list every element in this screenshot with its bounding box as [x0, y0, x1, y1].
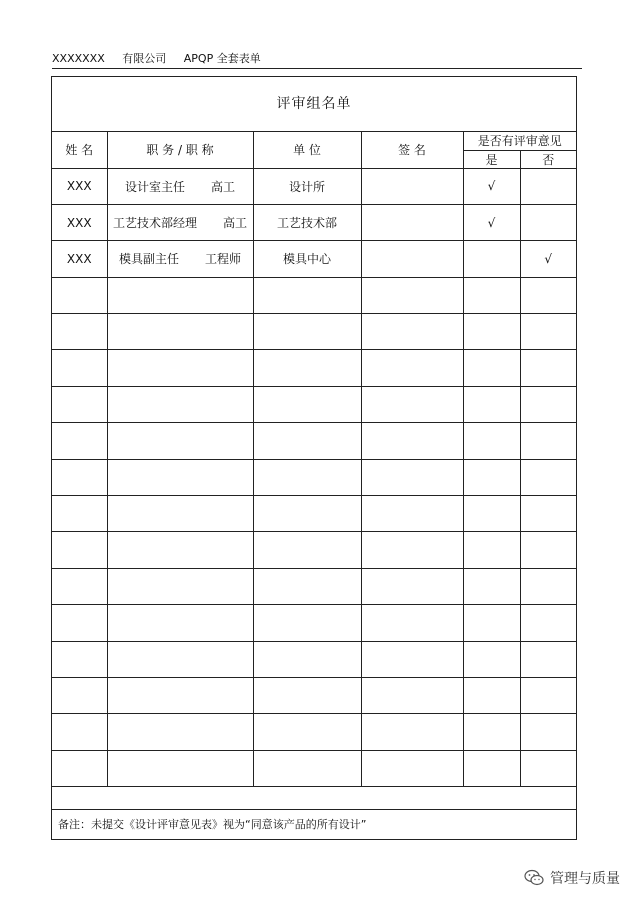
empty-table-row [52, 750, 576, 786]
member-name[interactable] [52, 677, 107, 713]
opinion-no-cell[interactable] [520, 423, 576, 459]
member-unit[interactable] [253, 386, 361, 422]
opinion-yes-cell[interactable] [463, 641, 520, 677]
member-signature[interactable] [361, 496, 463, 532]
member-title: 高工 [223, 216, 248, 231]
member-signature[interactable] [361, 423, 463, 459]
member-name[interactable] [52, 277, 107, 313]
member-unit[interactable]: 工艺技术部 [253, 204, 361, 240]
empty-table-row [52, 423, 576, 459]
member-duty[interactable] [107, 641, 253, 677]
empty-table-row [52, 496, 576, 532]
member-unit[interactable] [253, 568, 361, 604]
member-duty[interactable] [107, 277, 253, 313]
opinion-yes-cell[interactable] [463, 241, 520, 277]
opinion-yes-cell[interactable] [463, 714, 520, 750]
member-name[interactable] [52, 568, 107, 604]
member-unit[interactable]: 设计所 [253, 168, 361, 204]
table-row [52, 241, 576, 277]
member-unit[interactable] [253, 496, 361, 532]
opinion-no-cell[interactable] [520, 350, 576, 386]
member-unit[interactable] [253, 677, 361, 713]
opinion-yes-cell[interactable] [463, 750, 520, 786]
member-name[interactable] [52, 532, 107, 568]
opinion-yes-cell[interactable] [463, 314, 520, 350]
member-name[interactable] [52, 459, 107, 495]
member-signature[interactable] [361, 532, 463, 568]
member-position: 设计室主任 [124, 179, 185, 194]
empty-table-row [52, 532, 576, 568]
member-name[interactable] [52, 641, 107, 677]
member-title: 高工 [211, 179, 236, 194]
page-header [52, 50, 582, 69]
opinion-no-cell[interactable] [520, 168, 576, 204]
member-name[interactable] [52, 314, 107, 350]
col-header-yes: 是 [463, 150, 520, 168]
member-duty[interactable] [107, 459, 253, 495]
opinion-yes-cell[interactable] [463, 496, 520, 532]
col-header-duty: 职 务 / 职 称 [107, 131, 253, 168]
member-duty[interactable] [107, 677, 253, 713]
review-team-form [51, 76, 577, 840]
member-unit[interactable] [253, 277, 361, 313]
col-header-no: 否 [520, 150, 576, 168]
empty-table-row [52, 459, 576, 495]
opinion-yes-cell[interactable]: √ [463, 204, 520, 240]
member-name[interactable] [52, 423, 107, 459]
member-signature[interactable] [361, 641, 463, 677]
opinion-yes-cell[interactable] [463, 568, 520, 604]
member-signature[interactable] [361, 350, 463, 386]
member-name[interactable] [52, 386, 107, 422]
member-duty[interactable] [107, 714, 253, 750]
member-duty[interactable] [107, 568, 253, 604]
empty-table-row [52, 314, 576, 350]
member-signature[interactable] [361, 314, 463, 350]
member-unit[interactable] [253, 750, 361, 786]
member-name[interactable]: XXX [52, 204, 107, 240]
doc-set-label: APQP 全套表单 [183, 52, 261, 65]
col-header-signature: 签 名 [361, 131, 463, 168]
member-name[interactable] [52, 350, 107, 386]
opinion-no-cell[interactable] [520, 714, 576, 750]
empty-table-row [52, 714, 576, 750]
member-unit[interactable] [253, 605, 361, 641]
company-code: XXXXXXX [52, 52, 105, 65]
form-remark: 备注：未提交《设计评审意见表》视为“同意该产品的所有设计” [52, 809, 576, 839]
empty-table-row [52, 677, 576, 713]
member-unit[interactable] [253, 350, 361, 386]
member-signature[interactable] [361, 241, 463, 277]
watermark [524, 868, 620, 888]
table-row [52, 168, 576, 204]
opinion-yes-cell[interactable] [463, 386, 520, 422]
member-name[interactable] [52, 496, 107, 532]
col-header-unit: 单 位 [253, 131, 361, 168]
member-signature[interactable] [361, 605, 463, 641]
member-duty[interactable] [107, 605, 253, 641]
empty-table-row [52, 386, 576, 422]
member-duty[interactable] [107, 314, 253, 350]
member-signature[interactable] [361, 714, 463, 750]
form-title: 评审组名单 [52, 77, 576, 132]
opinion-yes-cell[interactable] [463, 677, 520, 713]
member-unit[interactable] [253, 459, 361, 495]
opinion-no-cell[interactable] [520, 386, 576, 422]
opinion-no-cell[interactable] [520, 641, 576, 677]
member-unit[interactable] [253, 423, 361, 459]
member-duty[interactable] [107, 168, 253, 204]
empty-table-row [52, 568, 576, 604]
member-name[interactable] [52, 714, 107, 750]
opinion-yes-cell[interactable] [463, 532, 520, 568]
member-name[interactable] [52, 750, 107, 786]
member-unit[interactable] [253, 314, 361, 350]
member-name[interactable]: XXX [52, 168, 107, 204]
wechat-icon [524, 869, 544, 887]
opinion-no-cell[interactable] [520, 459, 576, 495]
company-suffix: 有限公司 [122, 52, 167, 65]
opinion-yes-cell[interactable] [463, 605, 520, 641]
member-duty[interactable] [107, 423, 253, 459]
member-duty[interactable] [107, 241, 253, 277]
member-duty[interactable] [107, 496, 253, 532]
opinion-yes-cell[interactable] [463, 459, 520, 495]
member-unit[interactable] [253, 641, 361, 677]
empty-table-row [52, 277, 576, 313]
opinion-yes-cell[interactable]: √ [463, 168, 520, 204]
member-name[interactable] [52, 605, 107, 641]
opinion-yes-cell[interactable] [463, 277, 520, 313]
member-duty[interactable] [107, 350, 253, 386]
empty-table-row [52, 605, 576, 641]
review-team-table [52, 131, 576, 787]
empty-table-row [52, 641, 576, 677]
opinion-yes-cell[interactable] [463, 350, 520, 386]
member-signature[interactable] [361, 204, 463, 240]
watermark-text: 管理与质量 [550, 871, 620, 887]
opinion-no-cell[interactable] [520, 496, 576, 532]
opinion-no-cell[interactable]: √ [520, 241, 576, 277]
opinion-yes-cell[interactable] [463, 423, 520, 459]
col-header-name: 姓 名 [52, 131, 107, 168]
member-unit[interactable] [253, 714, 361, 750]
opinion-no-cell[interactable] [520, 568, 576, 604]
member-unit[interactable] [253, 532, 361, 568]
member-signature[interactable] [361, 677, 463, 713]
member-duty[interactable] [107, 750, 253, 786]
member-signature[interactable] [361, 168, 463, 204]
member-signature[interactable] [361, 568, 463, 604]
member-title: 工程师 [205, 252, 242, 267]
opinion-no-cell[interactable] [520, 605, 576, 641]
opinion-no-cell[interactable] [520, 532, 576, 568]
member-position: 工艺技术部经理 [112, 216, 197, 231]
member-signature[interactable] [361, 459, 463, 495]
member-name[interactable]: XXX [52, 241, 107, 277]
opinion-no-cell[interactable] [520, 204, 576, 240]
member-duty[interactable] [107, 532, 253, 568]
opinion-no-cell[interactable] [520, 750, 576, 786]
opinion-no-cell[interactable] [520, 314, 576, 350]
member-signature[interactable] [361, 277, 463, 313]
member-unit[interactable]: 模具中心 [253, 241, 361, 277]
col-header-opinion: 是否有评审意见 [463, 131, 576, 150]
member-duty[interactable] [107, 204, 253, 240]
member-duty[interactable] [107, 386, 253, 422]
opinion-no-cell[interactable] [520, 277, 576, 313]
opinion-no-cell[interactable] [520, 677, 576, 713]
member-signature[interactable] [361, 750, 463, 786]
member-position: 模具副主任 [118, 252, 179, 267]
member-signature[interactable] [361, 386, 463, 422]
table-row [52, 204, 576, 240]
empty-table-row [52, 350, 576, 386]
